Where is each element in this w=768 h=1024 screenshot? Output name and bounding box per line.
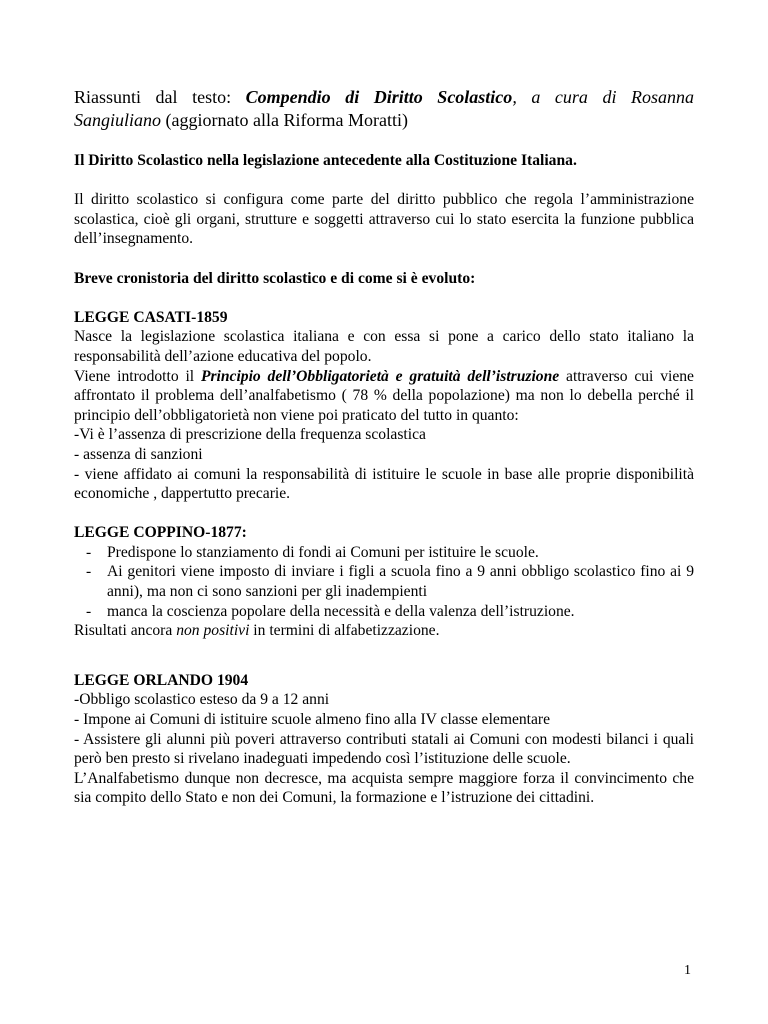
casati-p2-after: attraverso cui viene affrontato il problema dell’analfabetismo ( 78 % della popolazione) ma non lo debella perché il principio dell’obbligatorietà non viene poi praticato del tutto in quanto: [74, 367, 694, 424]
coppino-result-after: in termini di alfabetizzazione. [249, 622, 440, 640]
subject-heading: Il Diritto Scolastico nella legislazione antecedente alla Costituzione Italiana. [74, 152, 577, 169]
intro-paragraph: Il diritto scolastico si configura come parte del diritto pubblico che regola l’amministrazione scolastica, cioè gli organi, strutture e soggetti attraverso cui lo stato esercita la funzione pubblica dell’insegnamento. [74, 191, 694, 248]
casati-heading: LEGGE CASATI-1859 [74, 308, 228, 326]
coppino-item-text: manca la coscienza popolare della necessità e della valenza dell’istruzione. [107, 602, 575, 620]
title-prefix: Riassunti dal testo: [74, 87, 246, 107]
casati-principle: Principio dell’Obbligatorietà e gratuità dell’istruzione [200, 367, 560, 385]
coppino-list-item: - Predispone lo stanziamento di fondi ai Comuni per istituire le scuole. [86, 543, 539, 561]
coppino-result-emph: non positivi [176, 622, 250, 640]
orlando-conclusion: L’Analfabetismo dunque non decresce, ma acquista sempre maggiore forza il convincimento che sia compito dello Stato e non dei Comuni, la formazione e l’istruzione dei cittadini. [74, 769, 694, 807]
page-content [74, 86, 694, 808]
chronology-heading: Breve cronistoria del diritto scolastico e di come si è evoluto: [74, 269, 476, 287]
coppino-list-item: - Ai genitori viene imposto di inviare i figli a scuola fino a 9 anni obbligo scolastico fino ai 9 anni), ma non ci sono sanzioni per gli inadempienti [86, 563, 694, 601]
title-editor-name: Sangiuliano [74, 110, 162, 130]
coppino-item-text: Predispone lo stanziamento di fondi ai Comuni per istituire le scuole. [107, 543, 539, 561]
title-book: Compendio di Diritto Scolastico [245, 87, 513, 107]
coppino-list [74, 543, 694, 621]
casati-paragraph-2 [74, 367, 694, 426]
coppino-list-item: - manca la coscienza popolare della necessità e della valenza dell’istruzione. [86, 602, 575, 620]
document-title [74, 86, 694, 109]
coppino-heading: LEGGE COPPINO-1877: [74, 524, 247, 542]
page-number: 1 [684, 963, 691, 978]
coppino-result [74, 621, 694, 641]
section-coppino [74, 523, 694, 641]
title-editor-intro: , a cura di Rosanna [512, 87, 695, 107]
casati-item: -Vi è l’assenza di prescrizione della frequenza scolastica [74, 426, 426, 444]
orlando-heading: LEGGE ORLANDO 1904 [74, 671, 249, 689]
section-casati [74, 308, 694, 504]
orlando-item: - Assistere gli alunni più poveri attraverso contributi statali ai Comuni con modesti bilanci i quali però ben presto si rivelano inadeguati impedendo così l’istituzione delle scuole. [74, 730, 694, 768]
coppino-item-text: Ai genitori viene imposto di inviare i figli a scuola fino a 9 anni obbligo scolastico fino ai 9 anni), ma non ci sono sanzioni per gli inadempienti [107, 563, 694, 601]
section-orlando [74, 671, 694, 808]
orlando-item: - Impone ai Comuni di istituire scuole almeno fino alla IV classe elementare [74, 711, 551, 729]
coppino-result-before: Risultati ancora [74, 622, 177, 640]
orlando-item: -Obbligo scolastico esteso da 9 a 12 anni [74, 691, 330, 709]
casati-item: - viene affidato ai comuni la responsabilità di istituire le scuole in base alle proprie disponibilità economiche , dappertutto precarie. [74, 465, 694, 503]
casati-p2-before: Viene introdotto il [74, 367, 201, 385]
document-title-line2 [74, 109, 694, 132]
title-suffix: (aggiornato alla Riforma Moratti) [161, 110, 408, 130]
casati-item: - assenza di sanzioni [74, 445, 203, 463]
casati-paragraph-1: Nasce la legislazione scolastica italiana e con essa si pone a carico dello stato italiano la responsabilità dell’azione educativa del popolo. [74, 328, 694, 365]
